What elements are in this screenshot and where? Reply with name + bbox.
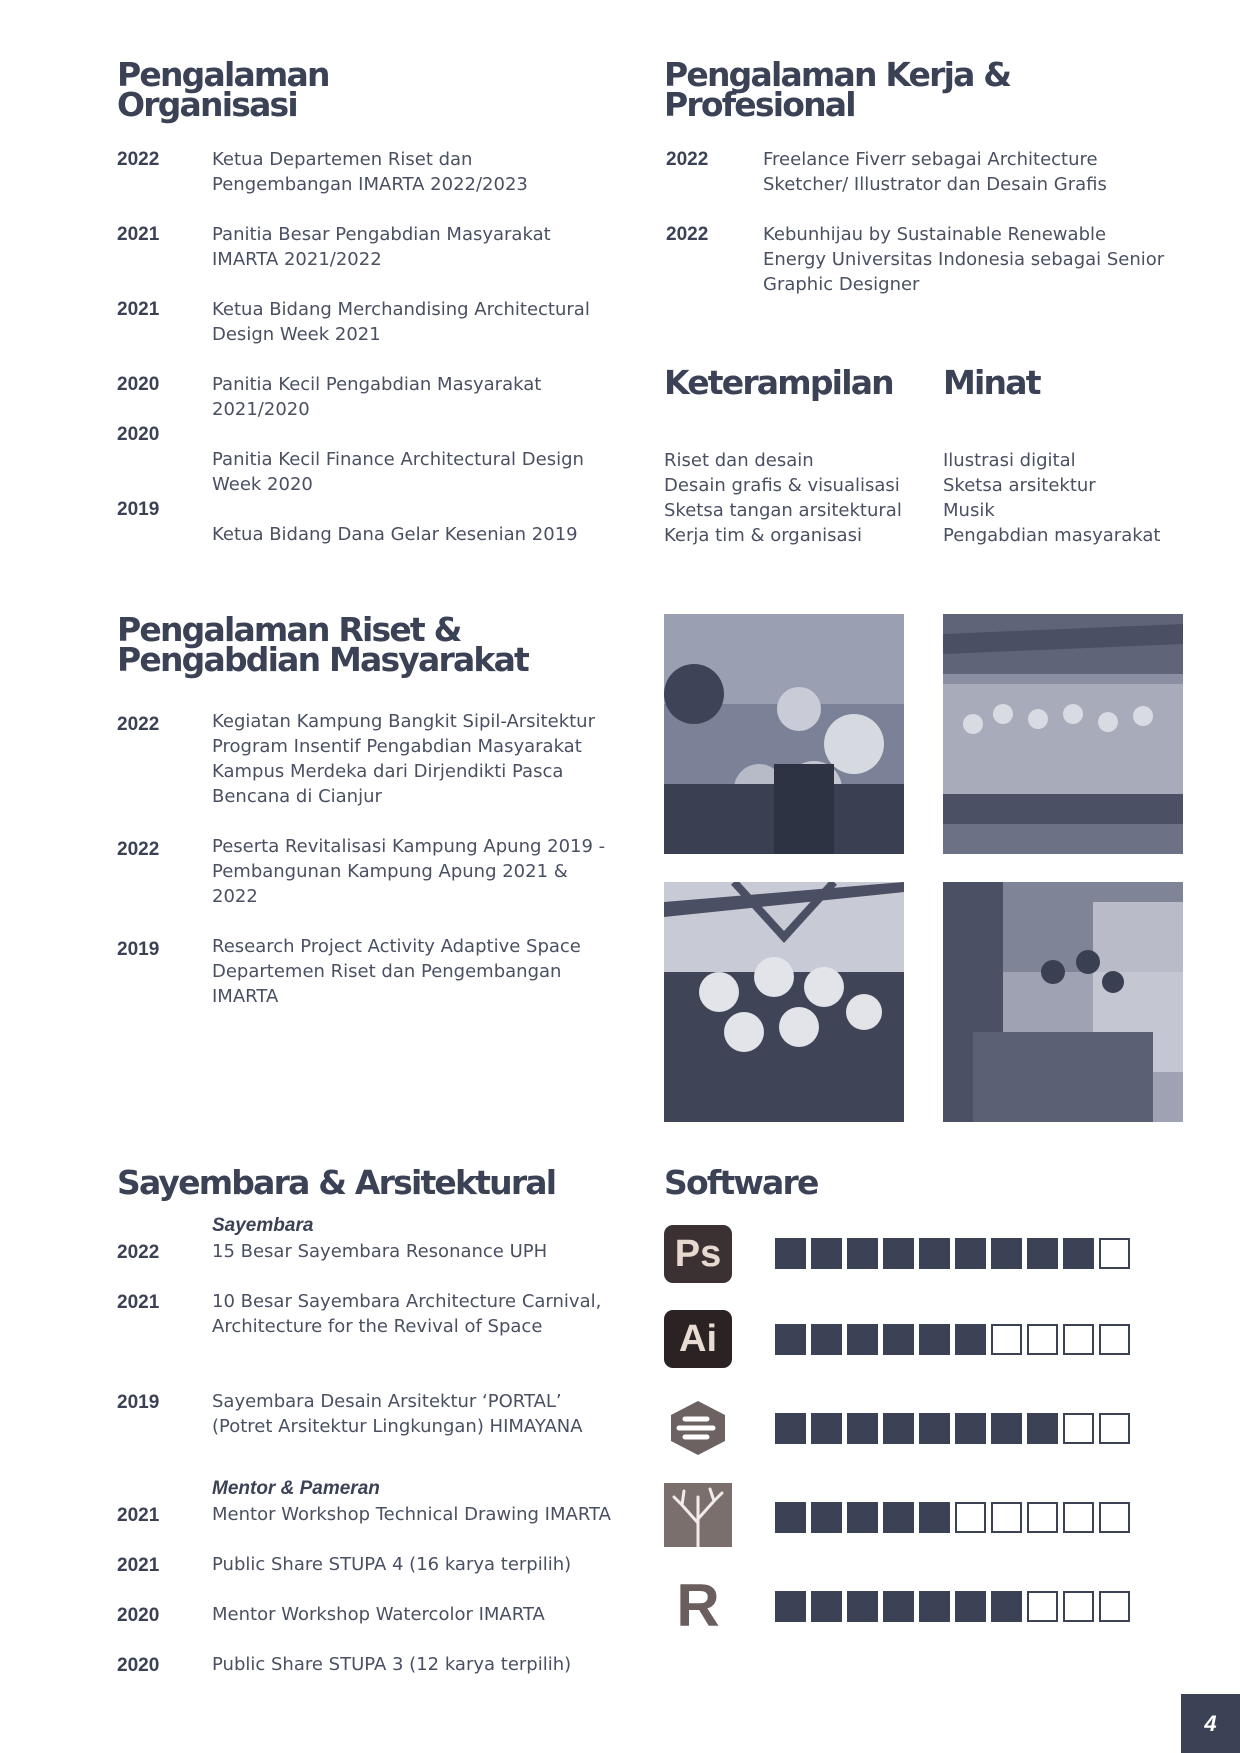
work-year: 2022 [666,224,709,245]
illustrator-icon-label: Ai [679,1317,717,1360]
competition-year: 2021 [117,1292,160,1313]
research-heading [117,610,529,679]
revit-icon [664,1571,732,1639]
level-square-filled [811,1591,842,1622]
competition-year: 2019 [117,1392,160,1413]
level-square-filled [847,1413,878,1444]
research-heading-line1: Pengalaman Riset & [117,610,461,649]
org-text: Panitia Besar Pengabdian Masyarakat IMARTA 2021/2022 [212,224,551,270]
level-square-filled [847,1591,878,1622]
level-square-empty [1063,1591,1094,1622]
skill-item: Desain grafis & visualisasi [664,475,900,496]
research-year: 2022 [117,714,160,735]
level-square-filled [991,1238,1022,1269]
skill-bar-photoshop [775,1238,1130,1269]
level-square-filled [919,1238,950,1269]
photoshop-icon-label: Ps [674,1232,722,1275]
level-square-empty [1027,1591,1058,1622]
level-square-filled [955,1591,986,1622]
level-square-empty [991,1502,1022,1533]
org-year: 2021 [117,224,160,245]
photo-selfie-group-image [664,614,904,854]
illustrator-icon [664,1310,732,1368]
research-text: Research Project Activity Adaptive Space Departemen Riset dan Pengembangan IMARTA [212,936,581,1007]
level-square-empty [1063,1413,1094,1444]
level-square-filled [1063,1238,1094,1269]
level-square-filled [883,1502,914,1533]
level-square-filled [883,1324,914,1355]
level-square-filled [775,1502,806,1533]
org-text: Ketua Bidang Merchandising Architectural Design Week 2021 [212,299,590,345]
skills-list [664,448,902,548]
org-text: Panitia Kecil Pengabdian Masyarakat 2021/2020 [212,374,542,420]
level-square-filled [775,1413,806,1444]
level-square-filled [955,1238,986,1269]
competition-text: Public Share STUPA 3 (12 karya terpilih) [212,1654,572,1675]
competition-year: 2020 [117,1655,160,1676]
skill-bar-revit [775,1591,1130,1622]
level-square-empty [1027,1324,1058,1355]
interest-item: Musik [943,500,995,521]
work-heading-line2: Profesional [664,85,855,124]
level-square-filled [811,1502,842,1533]
sketchup-icon [664,1399,732,1457]
level-square-filled [883,1238,914,1269]
interest-item: Pengabdian masyarakat [943,525,1161,546]
level-square-filled [1027,1238,1058,1269]
level-square-empty [991,1324,1022,1355]
org-year: 2020 [117,424,160,445]
org-text: Panitia Kecil Finance Architectural Design Week 2020 [212,449,584,495]
competition-subheading: Mentor & Pameran [212,1478,380,1499]
level-square-empty [955,1502,986,1533]
competition-year: 2021 [117,1505,160,1526]
level-square-filled [919,1591,950,1622]
level-square-filled [955,1413,986,1444]
competition-text: Mentor Workshop Technical Drawing IMARTA [212,1504,611,1525]
lumion-icon [664,1486,732,1544]
photo-selfie-group [664,614,904,854]
level-square-empty [1027,1502,1058,1533]
level-square-empty [1099,1413,1130,1444]
work-heading-line1: Pengalaman Kerja & [664,55,1011,94]
level-square-filled [991,1591,1022,1622]
competition-text: 10 Besar Sayembara Architecture Carnival, Architecture for the Revival of Space [212,1291,602,1337]
level-square-filled [775,1324,806,1355]
skill-bar-illustrator [775,1324,1130,1355]
level-square-empty [1099,1502,1130,1533]
org-heading-line2: Organisasi [117,85,297,124]
level-square-filled [955,1324,986,1355]
org-text: Ketua Departemen Riset dan Pengembangan IMARTA 2022/2023 [212,149,528,195]
skill-item: Sketsa tangan arsitektural [664,500,902,521]
level-square-empty [1063,1324,1094,1355]
work-year: 2022 [666,149,709,170]
research-heading-line2: Pengabdian Masyarakat [117,640,529,679]
research-year: 2019 [117,939,160,960]
photoshop-icon [664,1225,732,1283]
level-square-empty [1063,1502,1094,1533]
competition-year: 2020 [117,1605,160,1626]
level-square-filled [811,1413,842,1444]
page-number [1181,1694,1240,1753]
competition-text: 15 Besar Sayembara Resonance UPH [212,1241,548,1262]
level-square-filled [919,1324,950,1355]
skills-heading: Keterampilan [664,363,893,402]
photo-group-rooftop [664,882,904,1122]
skill-item: Riset dan desain [664,450,814,471]
org-year: 2019 [117,499,160,520]
level-square-empty [1099,1591,1130,1622]
interest-item: Ilustrasi digital [943,450,1076,471]
software-heading: Software [664,1163,818,1202]
competition-heading: Sayembara & Arsitektural [117,1163,556,1202]
work-text: Kebunhijau by Sustainable Renewable Energy Universitas Indonesia sebagai Senior Graphic Designer [763,224,1165,295]
level-square-filled [847,1238,878,1269]
org-year: 2022 [117,149,160,170]
level-square-filled [919,1413,950,1444]
competition-text: Mentor Workshop Watercolor IMARTA [212,1604,545,1625]
level-square-filled [883,1413,914,1444]
org-heading [117,55,329,124]
level-square-filled [811,1238,842,1269]
research-year: 2022 [117,839,160,860]
level-square-filled [775,1591,806,1622]
research-text: Kegiatan Kampung Bangkit Sipil-Arsitektur Program Insentif Pengabdian Masyarakat Kampus Merdeka dari Dirjendikti Pasca Bencana di Cianjur [212,711,595,807]
skill-bar-sketchup [775,1413,1130,1444]
level-square-filled [1027,1413,1058,1444]
level-square-filled [883,1591,914,1622]
skill-bar-lumion [775,1502,1130,1533]
competition-subheading: Sayembara [212,1215,314,1236]
level-square-filled [847,1324,878,1355]
photo-group-pavilion-image [943,614,1183,854]
photo-group-rooftop-image [664,882,904,1122]
interest-item: Sketsa arsitektur [943,475,1096,496]
level-square-filled [811,1324,842,1355]
level-square-filled [991,1413,1022,1444]
revit-icon-label: R [676,1571,720,1639]
org-text: Ketua Bidang Dana Gelar Kesenian 2019 [212,524,578,545]
competition-text: Sayembara Desain Arsitektur ‘PORTAL’ (Potret Arsitektur Lingkungan) HIMAYANA [212,1391,583,1437]
photo-children-village [943,882,1183,1122]
competition-year: 2021 [117,1555,160,1576]
level-square-filled [919,1502,950,1533]
org-heading-line1: Pengalaman [117,55,329,94]
research-text: Peserta Revitalisasi Kampung Apung 2019 - Pembangunan Kampung Apung 2021 & 2022 [212,836,606,907]
work-text: Freelance Fiverr sebagai Architecture Sketcher/ Illustrator dan Desain Grafis [763,149,1107,195]
level-square-empty [1099,1238,1130,1269]
work-heading [664,55,1011,124]
competition-year: 2022 [117,1242,160,1263]
level-square-filled [775,1238,806,1269]
skill-item: Kerja tim & organisasi [664,525,862,546]
photo-children-village-image [943,882,1183,1122]
org-year: 2021 [117,299,160,320]
org-year: 2020 [117,374,160,395]
interests-heading: Minat [943,363,1040,402]
photo-group-pavilion [943,614,1183,854]
competition-text: Public Share STUPA 4 (16 karya terpilih) [212,1554,572,1575]
interests-list [943,448,1160,548]
page-number-label: 4 [1204,1710,1217,1736]
level-square-empty [1099,1324,1130,1355]
level-square-filled [847,1502,878,1533]
